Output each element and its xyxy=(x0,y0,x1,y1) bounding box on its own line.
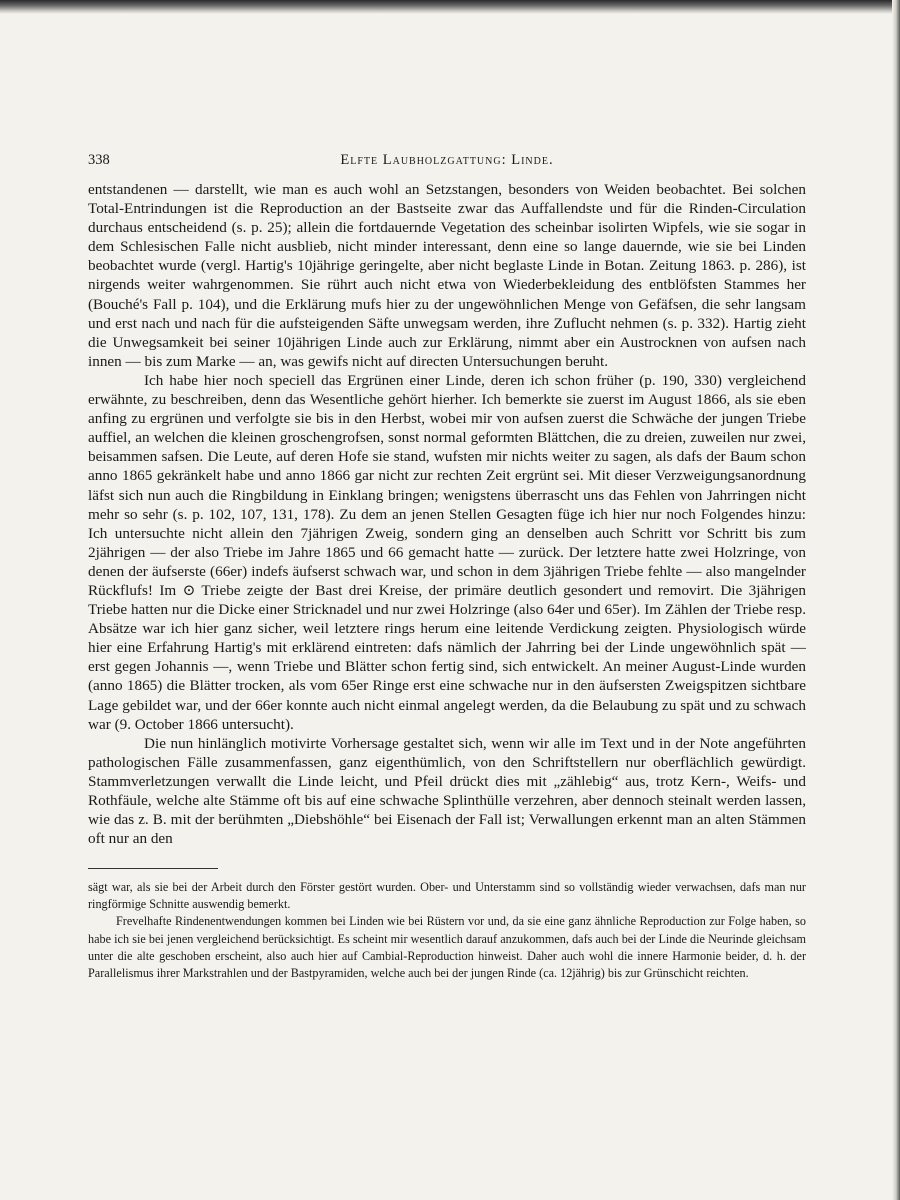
scan-right-edge xyxy=(892,0,900,1200)
scan-top-edge xyxy=(0,0,900,14)
page-number: 338 xyxy=(88,152,110,168)
footnotes xyxy=(88,879,806,982)
footnote-divider xyxy=(88,868,218,869)
paragraph-continuation: entstandenen — darstellt, wie man es auch wohl an Setzstangen, besonders von Weiden beobachtet. Bei solchen Total-Entrindungen ist die Reproduction an der Bastseite zwar das Auffallendste und für die Rinden-Circulation durchaus entscheidend (s. p. 25); allein die fortdauernde Vegetation des scheinbar isolirten Wipfels, wie sie sogar in dem Schlesischen Falle nicht ausblieb, nicht minder interessant, denn eine so lange dauernde, wie sie bei Linden beobachtet wurde (vergl. Hartig's 10jährige geringelte, aber nicht beglaste Linde in Botan. Zeitung 1863. p. 286), ist nirgends weiter wahrgenommen. Sie rührt auch nicht etwa von Wiederbekleidung des entblöfsten Stammes her (Bouché's Fall p. 104), und die Erklärung mufs hier zu der ungewöhnlichen Menge von Gefäfsen, die sehr langsam und erst nach und nach für die aufsteigenden Säfte unwegsam werden, ihre Zuflucht nehmen (s. p. 332). Hartig zieht die Unwegsamkeit bei seiner 10jährigen Linde auch zur Erklärung, nimmt aber ein Austrocknen von aufsen nach innen — bis zum Marke — an, was gewifs nicht auf directen Untersuchungen beruht. xyxy=(88,181,806,370)
paragraph-august-linde: Ich habe hier noch speciell das Ergrünen einer Linde, deren ich schon früher (p. 190, 330) vergleichend erwähnte, zu beschreiben, denn das Wesentliche gehört hierher. Ich bemerkte sie zuerst im August 1866, als sie eben anfing zu ergrünen und verfolgte sie bis in den Herbst, wobei mir von aufsen zuerst die Schwäche der jungen Triebe auffiel, an welchen die kleinen groschengrofsen, sonst normal geformten Blättchen, die zu dreien, zuweilen nur zwei, beisammen safsen. Die Leute, auf deren Hofe sie stand, wufsten mir nichts weiter zu sagen, als dafs der Baum schon anno 1865 gekränkelt habe und anno 1866 gar nicht zur rechten Zeit ergrünt sei. Mit dieser Verzweigungsanordnung läfst sich nun auch die Ringbildung in Einklang bringen; wenigstens überrascht uns das Fehlen von Jahrringen nicht mehr so sehr (s. p. 102, 107, 131, 178). Zu dem an jenen Stellen Gesagten füge ich hier nur noch Folgendes hinzu: Ich untersuchte nicht allein den 7jährigen Zweig, sondern ging an denselben auch Schritt vor Schritt bis zum 2jährigen — der also Triebe im Jahre 1865 und 66 gemacht hatte — zurück. Der letztere hatte zwei Holzringe, von denen der äufserste (66er) indefs äufserst schwach war, und schon in dem 3jährigen Triebe fehlte — also mangelnder Rückflufs! Im ⊙ Triebe zeigte der Bast drei Kreise, der primäre deutlich gesondert und removirt. Die 3jährigen Triebe hatten nur die Dicke einer Stricknadel und nur zwei Holzringe (also 64er und 65er). Im Zählen der Triebe resp. Absätze war ich hier ganz sicher, weil letztere rings herum eine leitende Verdickung zeigten. Physiologisch würde hier eine Erfahrung Hartig's mit erklärend eintreten: dafs nämlich der Jahrring bei der Linde ungewöhnlich spät — erst gegen Johannis —, wenn Triebe und Blätter schon fertig sind, sich entwickelt. An meiner August-Linde wurden (anno 1865) die Blätter trocken, als vom 65er Ringe erst eine schwache nur in den äufsersten Zweigspitzen sichtbare Lage gebildet war, und der 66er konnte auch nicht einmal angelegt werden, da die Belaubung zu spät und zu schwach war (9. October 1866 untersucht). xyxy=(88,371,806,733)
main-text xyxy=(88,180,806,848)
paragraph-vorhersage: Die nun hinlänglich motivirte Vorhersage gestaltet sich, wenn wir alle im Text und in der Note angeführten pathologischen Fälle zusammenfassen, ganz eigenthümlich, von den Schriftstellern nur oberflächlich gewürdigt. Stammverletzungen verwallt die Linde leicht, und Pfeil drückt dies mit „zählebig“ aus, trotz Kern-, Weifs- und Rothfäule, welche alte Stämme oft bis auf eine schwache Splinthülle verzehren, aber dennoch steinalt werden lassen, wie das z. B. mit der berühmten „Diebshöhle“ bei Eisenach der Fall ist; Verwallungen erkennt man an alten Stämmen oft nur an den xyxy=(88,734,806,848)
footnote-rindenentwendungen: Frevelhafte Rindenentwendungen kommen bei Linden wie bei Rüstern vor und, da sie eine ganz ähnliche Reproduction zur Folge haben, so habe ich sie bei jenen vergleichend berücksichtigt. Es scheint mir wesentlich darauf anzukommen, dafs auch bei der Linde die Neurinde gleichsam unter die alte geschoben erscheint, also auch hier auf Cambial-Reproduction hinweist. Daher auch wohl die innere Harmonie beider, d. h. der Parallelismus ihrer Markstrahlen und der Bastpyramiden, welche auch bei der jungen Rinde (ca. 12jährig) bis zur Grünschicht reichten. xyxy=(88,914,806,980)
footnote-continuation: sägt war, als sie bei der Arbeit durch den Förster gestört wurden. Ober- und Unterstamm sind so vollständig wieder verwachsen, dafs man nur ringförmige Schnitte auswendig bemerkt. xyxy=(88,880,806,912)
running-title: Elfte Laubholzgattung: Linde. xyxy=(340,152,554,168)
page-header xyxy=(88,152,806,174)
book-page xyxy=(88,152,806,982)
